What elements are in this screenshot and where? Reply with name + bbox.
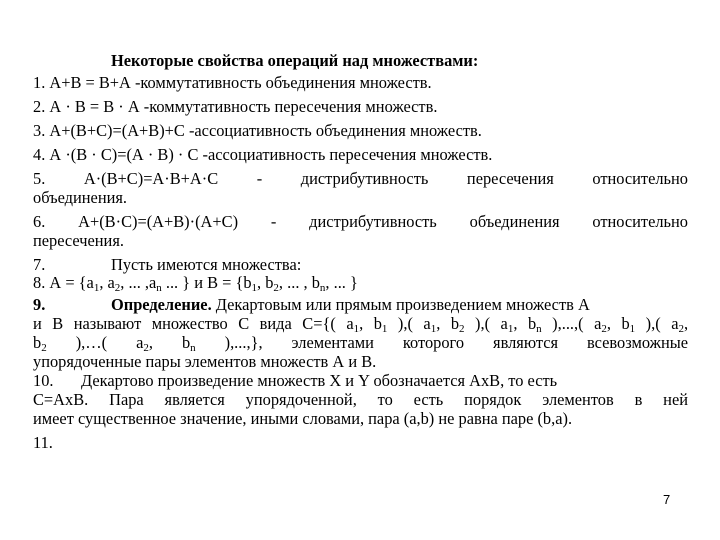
subscript: 1	[507, 323, 514, 335]
item-9-line-4: упорядоченные пары элементов множеств А и В.	[33, 352, 377, 371]
item-7-number: 7.	[33, 255, 46, 274]
item-9-text: , b	[148, 333, 191, 352]
subscript: 2	[273, 282, 279, 294]
subscript: 1	[430, 323, 437, 335]
item-9-text: , b	[359, 314, 382, 333]
property-6-line-1: 6. А+(В·С)=(А+В)·(А+С) - дистрибутивность объединения относительно	[33, 212, 688, 231]
item-9-text: , b	[606, 314, 630, 333]
item-9-line-3	[33, 333, 688, 352]
item-9-text: ,	[683, 314, 689, 333]
property-5-line-1: 5. А·(В+С)=А·В+А·С - дистрибутивность пересечения относительно	[33, 169, 688, 188]
subscript: 1	[353, 323, 360, 335]
property-2: 2. А · В = В · А -коммутативность пересечения множеств.	[33, 97, 438, 116]
item-7	[33, 255, 688, 274]
definition-term: Определение.	[111, 295, 212, 314]
subscript: 2	[143, 342, 149, 354]
subscript: 2	[459, 323, 465, 335]
subscript: n	[190, 342, 196, 354]
page-number: 7	[663, 492, 671, 507]
item-9-text: ),( a	[464, 314, 508, 333]
property-1: 1. А+В = В+А -коммутативность объединения множеств.	[33, 73, 432, 92]
subscript: 1	[381, 323, 388, 335]
item-9-text: ),...,( a	[541, 314, 602, 333]
item-9-text: и В называют множество С вида С={( a	[33, 314, 354, 333]
page-title: Некоторые свойства операций над множествами:	[111, 51, 479, 70]
item-9-text: ),( a	[387, 314, 431, 333]
property-3: 3. А+(В+С)=(А+В)+С -ассоциативность объединения множеств.	[33, 121, 482, 140]
item-11: 11.	[33, 433, 53, 452]
item-8-text: , a	[99, 273, 115, 292]
item-9-text: b	[33, 333, 42, 352]
item-10-number: 10.	[33, 371, 54, 390]
item-10-line-2: С=AxB. Пара является упорядоченной, то есть порядок элементов в ней	[33, 390, 688, 409]
item-9-line-1	[33, 295, 688, 314]
item-9-text: ),( a	[635, 314, 679, 333]
property-4: 4. А ·(В · С)=(А · В) · С -ассоциативность пересечения множеств.	[33, 145, 493, 164]
item-9-text: , b	[436, 314, 460, 333]
item-9-text: ),…( a	[46, 333, 144, 352]
property-6-line-2: пересечения.	[33, 231, 124, 250]
item-8-text: , ... ,a	[120, 273, 157, 292]
item-7-text: Пусть имеются множества:	[111, 255, 302, 274]
item-8-text: 8. А = {a	[33, 273, 94, 292]
item-8	[33, 273, 688, 292]
item-9-text: ),...,}, элементами которого являются всевозможные	[195, 333, 689, 352]
subscript: n	[156, 282, 162, 294]
item-9-line-2	[33, 314, 688, 333]
subscript: 2	[678, 323, 684, 335]
item-10-text: Декартово произведение множеств X и Y обозначается AxB, то есть	[81, 371, 558, 390]
item-10-line-3: имеет существенное значение, иными словами, пара (a,b) не равна паре (b,a).	[33, 409, 573, 428]
item-9-number: 9.	[33, 295, 46, 314]
subscript: n	[319, 282, 326, 294]
subscript: n	[536, 323, 542, 335]
item-9-text: Декартовым или прямым произведением множеств А	[211, 295, 590, 314]
subscript: 2	[41, 342, 47, 354]
subscript: 1	[93, 282, 100, 294]
item-10-line-1	[33, 371, 688, 390]
item-8-text: , ... , b	[278, 273, 320, 292]
item-8-text: , ... }	[325, 273, 358, 292]
subscript: 1	[251, 282, 258, 294]
item-8-text: ... } и В = {b	[161, 273, 252, 292]
subscript: 2	[114, 282, 121, 294]
subscript: 1	[629, 323, 636, 335]
item-9-text: , b	[513, 314, 537, 333]
item-8-text: , b	[257, 273, 274, 292]
subscript: 2	[601, 323, 607, 335]
property-5-line-2: объединения.	[33, 188, 127, 207]
